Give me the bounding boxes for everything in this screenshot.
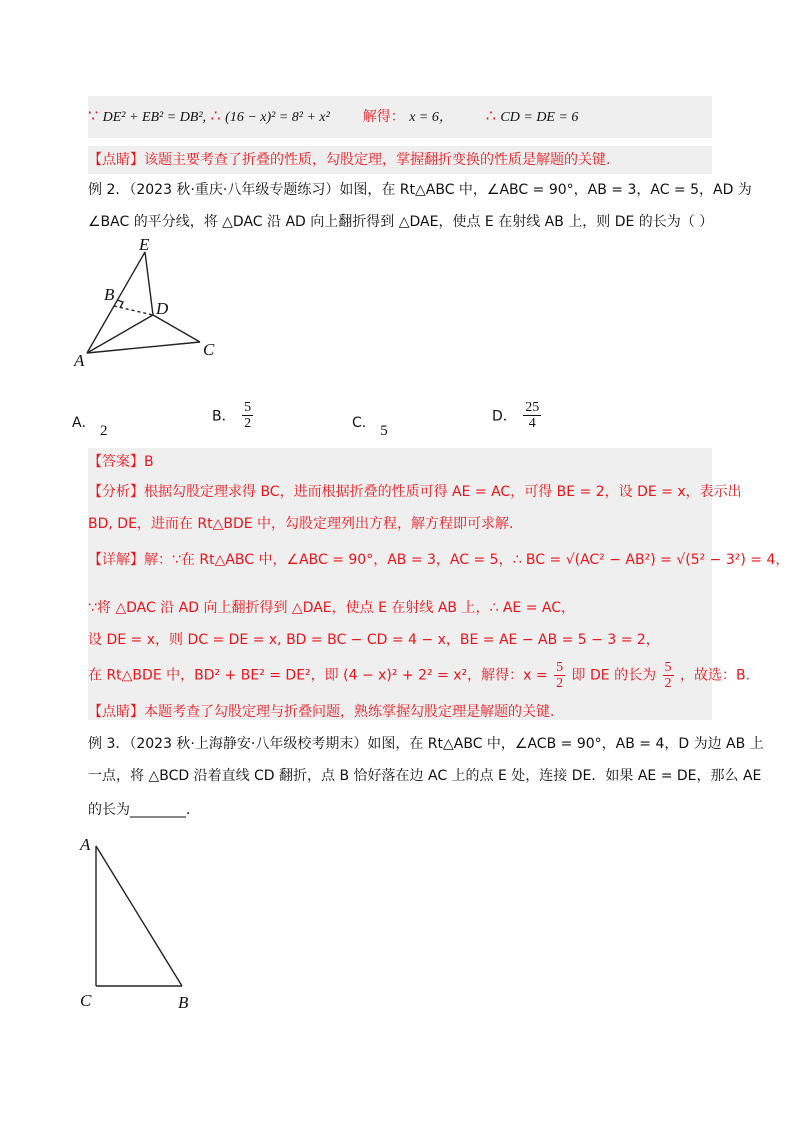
option-d-fraction [523,400,541,431]
detail-line4-fraction-2 [663,660,674,691]
detail-line4-fraction [554,660,565,691]
example2-figure [60,236,240,376]
option-d[interactable] [492,400,543,431]
detail-line1: 【详解】解：∵在 Rt△ABC 中，∠ABC = 90°，AB = 3，AC = 5，∴ BC = √(AC² − AB²) = √(5² − 3²) = 4， [88,552,790,568]
option-a[interactable] [72,412,108,439]
example2-comment: 【点睛】本题考查了勾股定理与折叠问题，熟练掌握勾股定理是解题的关键. [88,704,555,720]
label-B: B [104,285,115,304]
label-D: D [156,299,169,318]
detail-line4-part1: 在 Rt△BDE 中，BD² + BE² = DE²，即 (4 − x)² + 2² = x²，解得：x = [88,667,548,684]
detail-line3: 设 DE = x，则 DC = DE = x, BD = BC − CD = 4 − x，BE = AE − AB = 5 − 3 = 2， [88,632,660,648]
analysis-line2: BD, DE，进而在 Rt△BDE 中，勾股定理列出方程，解方程即可求解. [88,516,514,532]
label-C: C [203,340,215,359]
answer-line: 【答案】B [88,454,154,470]
example3-line3: 的长为________. [88,802,191,818]
detail-frac2-den: 2 [664,676,672,691]
example3-line2: 一点，将 △BCD 沿着直线 CD 翻折，点 B 恰好落在边 AC 上的点 E 处，连接 DE．如果 AE = DE，那么 AE [88,768,762,784]
label-E: E [139,236,150,254]
option-d-denominator: 4 [528,416,536,431]
option-d-letter: D． [492,408,517,425]
option-a-value: 2 [100,423,108,439]
equation-1: DE² + EB² = DB², [102,110,207,125]
option-c-letter: C． [352,415,376,431]
therefore-symbol: ∴ [210,106,221,125]
detail-line4 [88,660,750,691]
label-A3: A [80,835,91,854]
equation-2: (16 − x)² = 8² + x² [225,110,330,125]
equation-4: CD = DE = 6 [500,110,579,125]
option-b-letter: B． [212,408,236,425]
example3-figure [72,830,212,1020]
option-b-denominator: 2 [244,416,252,431]
top-solution-line [88,106,578,128]
detail-line4-part2: 即 DE 的长为 [571,667,657,684]
detail-line4-part3: ，故选：B. [679,667,751,684]
solve-label: 解得： [362,109,405,125]
top-comment: 【点睛】该题主要考查了折叠的性质，勾股定理，掌握翻折变换的性质是解题的关键. [88,152,611,168]
label-B3: B [178,993,189,1012]
analysis-line1: 【分析】根据勾股定理求得 BC，进而根据折叠的性质可得 AE = AC，可得 BE = 2，设 DE = x，表示出 [88,484,742,500]
label-C3: C [80,991,92,1010]
option-b-numerator: 5 [244,400,252,415]
detail-frac2-num: 5 [664,660,672,675]
therefore-symbol-2: ∴ [485,106,496,125]
example3-line1: 例 3．（2023 秋·上海静安·八年级校考期末）如图，在 Rt△ABC 中，∠ACB = 90°，AB = 4，D 为边 AB 上 [88,736,764,752]
option-c[interactable] [352,412,388,439]
label-A: A [74,351,85,370]
option-a-letter: A． [72,415,96,431]
detail-line2: ∵将 △DAC 沿 AD 向上翻折得到 △DAE，使点 E 在射线 AB 上，∴ AE = AC， [88,600,575,616]
option-b-fraction [242,400,253,431]
example2-line1: 例 2．（2023 秋·重庆·八年级专题练习）如图，在 Rt△ABC 中，∠ABC = 90°，AB = 3，AC = 5，AD 为 [88,182,752,198]
equation-3: x = 6， [409,110,453,125]
detail-frac-num: 5 [556,660,564,675]
example2-line2: ∠BAC 的平分线，将 △DAC 沿 AD 向上翻折得到 △DAE，使点 E 在射线 AB 上，则 DE 的长为（ ） [88,214,714,230]
detail-frac-den: 2 [556,676,564,691]
option-b[interactable] [212,400,255,431]
because-symbol: ∵ [88,106,99,125]
option-d-numerator: 25 [525,400,540,415]
option-c-value: 5 [380,423,388,439]
